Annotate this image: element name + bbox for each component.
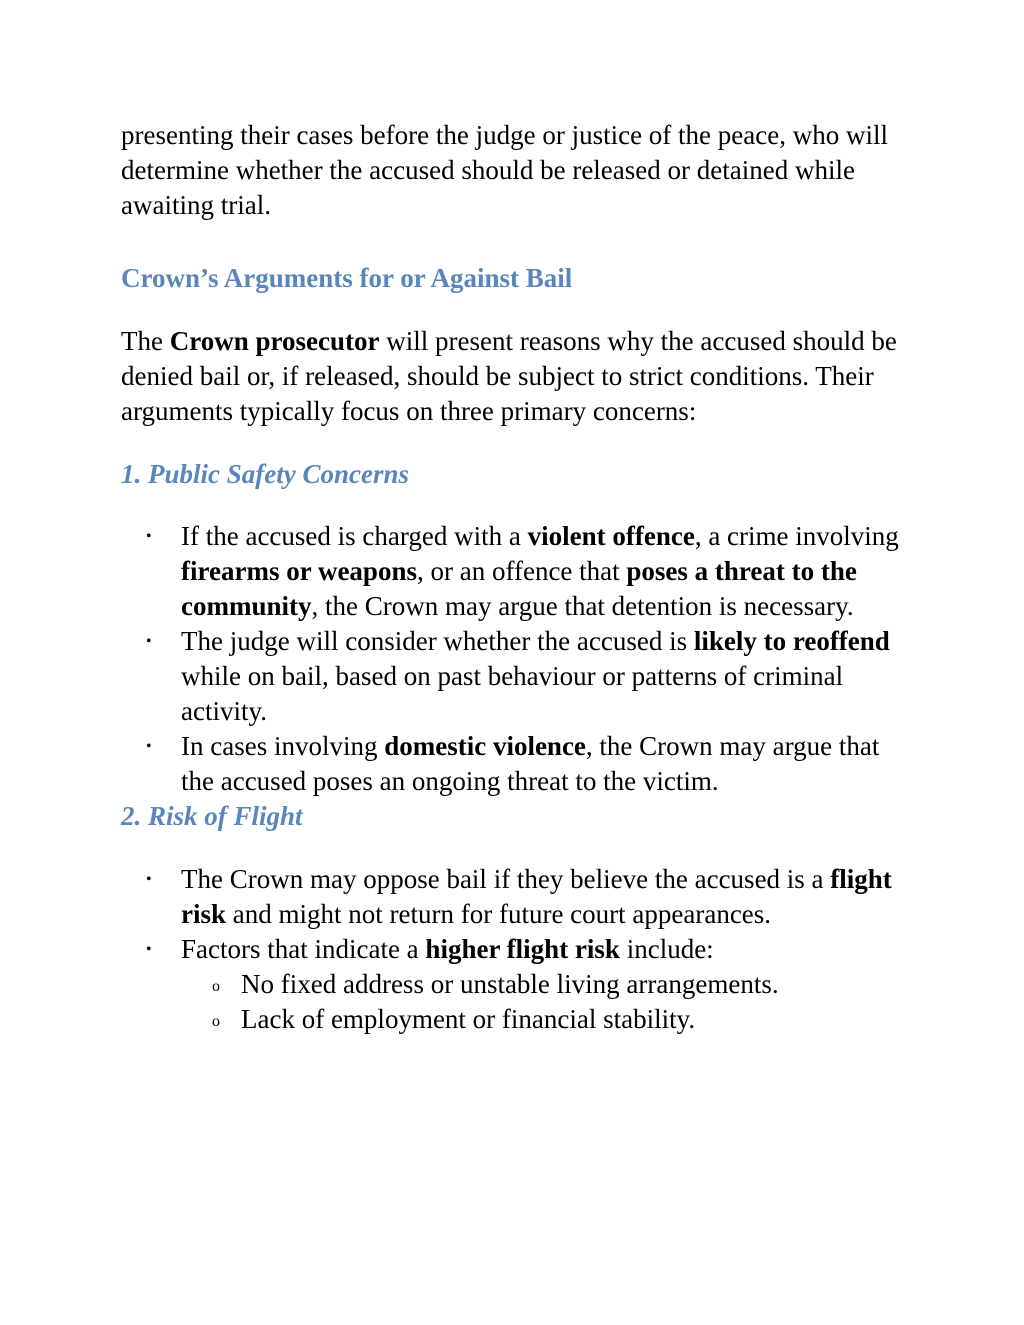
text-run: If the accused is charged with a <box>181 521 528 551</box>
text-run: while on bail, based on past behaviour or patterns of criminal activity. <box>181 661 844 726</box>
bold-run: flight risk <box>181 864 892 929</box>
sub-list-item <box>181 1002 911 1037</box>
text-run: and might not return for future court appearances. <box>226 899 772 929</box>
text-run: , a crime involving <box>694 521 899 551</box>
text-run: No fixed address or unstable living arrangements. <box>241 969 779 999</box>
text-run: , or an offence that <box>416 556 627 586</box>
bold-run: likely to reoffend <box>693 626 890 656</box>
crown-prosecutor-paragraph <box>121 324 911 429</box>
list-item <box>121 624 911 729</box>
bullet-icon: • <box>146 528 152 545</box>
text-run: will present reasons why the accused should be denied bail or, if released, should be subject to strict conditions. Their arguments typically focus on three primary concerns: <box>121 326 897 426</box>
list-item <box>121 729 911 799</box>
flight-risk-heading: 2. Risk of Flight <box>121 801 303 831</box>
public-safety-list <box>121 519 911 799</box>
bullet-icon: • <box>146 871 152 888</box>
bold-run: firearms or weapons <box>181 556 417 586</box>
bullet-icon: • <box>146 633 152 650</box>
circle-bullet-icon: o <box>212 978 220 995</box>
crown-arguments-heading: Crown’s Arguments for or Against Bail <box>121 263 573 293</box>
bold-run: higher flight risk <box>425 934 620 964</box>
text-run: Factors that indicate a <box>181 934 426 964</box>
bold-run: poses a threat to the community <box>181 556 857 621</box>
document-page <box>121 118 911 1037</box>
list-item <box>121 862 911 932</box>
intro-paragraph: presenting their cases before the judge or justice of the peace, who will determine whether the accused should be released or detained while awaiting trial. <box>121 120 888 220</box>
public-safety-heading: 1. Public Safety Concerns <box>121 459 409 489</box>
list-item <box>121 519 911 624</box>
sub-list-item <box>181 967 911 1002</box>
bold-run: violent offence <box>527 521 695 551</box>
flight-risk-list <box>121 862 911 1037</box>
text-run: The judge will consider whether the accused is <box>181 626 694 656</box>
text-run: , the Crown may argue that the accused poses an ongoing threat to the victim. <box>181 731 880 796</box>
list-item <box>121 932 911 1037</box>
text-run: In cases involving <box>181 731 385 761</box>
text-run: , the Crown may argue that detention is necessary. <box>311 591 854 621</box>
bullet-icon: • <box>146 738 152 755</box>
bold-run: domestic violence <box>384 731 586 761</box>
flight-risk-factors-sublist <box>181 967 911 1037</box>
text-run: include: <box>619 934 714 964</box>
text-run: Lack of employment or financial stability. <box>241 1004 696 1034</box>
text-run: The Crown may oppose bail if they believe the accused is a <box>181 864 831 894</box>
circle-bullet-icon: o <box>212 1013 220 1030</box>
bullet-icon: • <box>146 941 152 958</box>
bold-run: Crown prosecutor <box>169 326 380 356</box>
text-run: The <box>121 326 170 356</box>
